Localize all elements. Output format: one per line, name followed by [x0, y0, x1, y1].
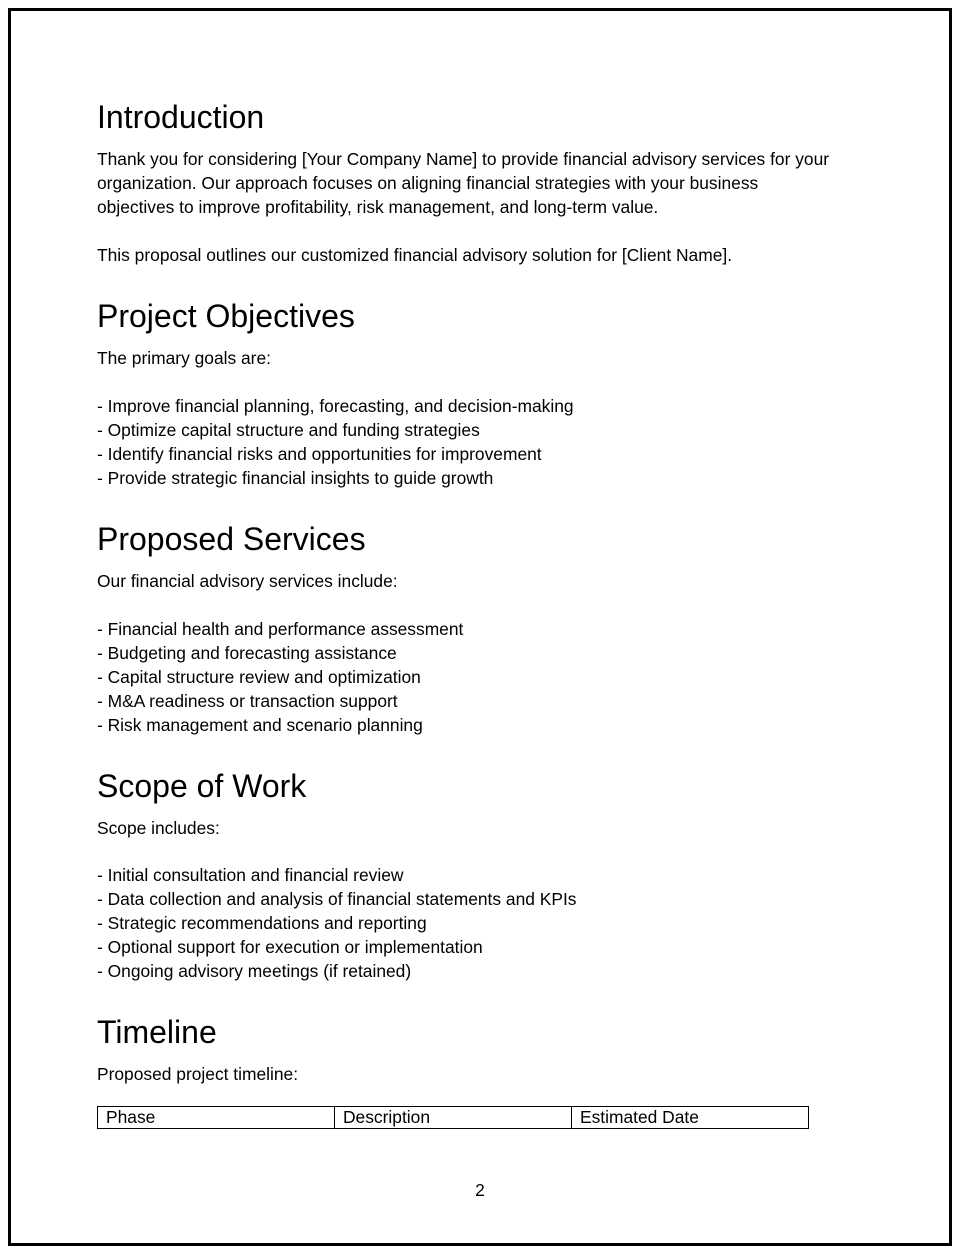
list-item: - Financial health and performance assessment	[97, 619, 464, 639]
column-header-description: Description	[335, 1107, 572, 1129]
objectives-intro: The primary goals are:	[97, 348, 271, 368]
introduction-heading: Introduction	[97, 99, 265, 135]
list-item: - Optional support for execution or implementation	[97, 937, 483, 957]
services-heading: Proposed Services	[97, 521, 366, 557]
table-header-row	[98, 1107, 809, 1129]
timeline-intro: Proposed project timeline:	[97, 1064, 299, 1084]
introduction-line: organization. Our approach focuses on aligning financial strategies with your business	[97, 173, 759, 193]
introduction-line: Thank you for considering [Your Company Name] to provide financial advisory services for your	[97, 149, 830, 169]
scope-heading: Scope of Work	[97, 768, 307, 804]
introduction-paragraph	[97, 147, 877, 219]
list-item: - Strategic recommendations and reporting	[97, 913, 427, 933]
list-item: - Budgeting and forecasting assistance	[97, 643, 397, 663]
scope-intro: Scope includes:	[97, 818, 220, 838]
list-item: - Capital structure review and optimization	[97, 667, 421, 687]
list-item: - Identify financial risks and opportunities for improvement	[97, 444, 542, 464]
timeline-heading: Timeline	[97, 1014, 217, 1050]
objectives-list	[97, 394, 574, 490]
list-item: - Improve financial planning, forecasting, and decision-making	[97, 396, 574, 416]
introduction-line: objectives to improve profitability, risk management, and long-term value.	[97, 197, 659, 217]
list-item: - Ongoing advisory meetings (if retained)	[97, 961, 412, 981]
list-item: - Provide strategic financial insights to guide growth	[97, 468, 494, 488]
scope-list	[97, 863, 576, 983]
services-list	[97, 617, 463, 737]
timeline-table	[97, 1106, 809, 1129]
introduction-paragraph-2: This proposal outlines our customized financial advisory solution for [Client Name].	[97, 245, 733, 265]
list-item: - Initial consultation and financial review	[97, 865, 404, 885]
list-item: - Data collection and analysis of financial statements and KPIs	[97, 889, 577, 909]
list-item: - Risk management and scenario planning	[97, 715, 423, 735]
page-number: 2	[475, 1180, 485, 1200]
services-intro: Our financial advisory services include:	[97, 571, 398, 591]
objectives-heading: Project Objectives	[97, 298, 355, 334]
list-item: - Optimize capital structure and funding strategies	[97, 420, 480, 440]
column-header-phase: Phase	[98, 1107, 335, 1129]
column-header-estimated-date: Estimated Date	[572, 1107, 809, 1129]
list-item: - M&A readiness or transaction support	[97, 691, 398, 711]
